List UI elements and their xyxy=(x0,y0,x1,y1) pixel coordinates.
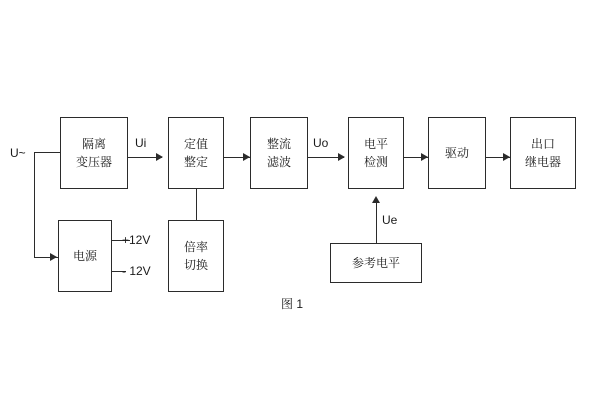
block-reference-level[interactable] xyxy=(330,243,422,283)
block-rectify-filter-line1: 整流 xyxy=(266,137,291,151)
block-output-relay-line2: 继电器 xyxy=(524,155,561,169)
block-level-detect[interactable] xyxy=(348,117,404,189)
block-isolation-transformer[interactable] xyxy=(60,117,128,189)
block-power-supply[interactable] xyxy=(58,220,112,292)
wire-ue xyxy=(376,202,377,243)
wire-input-horizontal xyxy=(34,152,60,153)
label-ue: Ue xyxy=(382,213,398,227)
arrow-to-power-supply-icon xyxy=(50,253,57,261)
label-minus12v: - 12V xyxy=(122,264,151,278)
label-ui: Ui xyxy=(135,136,147,150)
arrow-uo-icon xyxy=(338,153,345,161)
block-setting-adjust[interactable] xyxy=(168,117,224,189)
block-setting-adjust-line2: 整定 xyxy=(183,155,208,169)
block-rectify-filter-line2: 滤波 xyxy=(266,155,291,169)
block-drive-line1: 驱动 xyxy=(444,146,469,160)
block-level-detect-line2: 检测 xyxy=(363,155,388,169)
block-drive[interactable] xyxy=(428,117,486,189)
label-uo: Uo xyxy=(313,136,329,150)
block-reference-level-line1: 参考电平 xyxy=(351,256,400,270)
block-isolation-transformer-line1: 隔离 xyxy=(81,137,106,151)
arrow-drive-to-output-icon xyxy=(503,153,510,161)
block-power-supply-line1: 电源 xyxy=(72,249,97,263)
input-label: U~ xyxy=(10,146,26,160)
wire-ratio-to-setting xyxy=(196,189,197,220)
arrow-setting-to-rectify-icon xyxy=(243,153,250,161)
label-plus12v: +12V xyxy=(122,233,151,247)
block-isolation-transformer-line2: 变压器 xyxy=(75,155,112,169)
arrow-ui-icon xyxy=(156,153,163,161)
block-ratio-switch-line2: 切换 xyxy=(183,258,208,272)
arrow-ue-icon xyxy=(372,196,380,203)
block-output-relay-line1: 出口 xyxy=(530,137,555,151)
wire-input-vertical xyxy=(34,152,35,258)
arrow-level-to-drive-icon xyxy=(421,153,428,161)
figure-caption: 图 1 xyxy=(281,297,304,311)
block-setting-adjust-line1: 定值 xyxy=(183,137,208,151)
block-rectify-filter[interactable] xyxy=(250,117,308,189)
block-output-relay[interactable] xyxy=(510,117,576,189)
block-ratio-switch[interactable] xyxy=(168,220,224,292)
block-ratio-switch-line1: 倍率 xyxy=(183,240,208,254)
block-level-detect-line1: 电平 xyxy=(363,137,388,151)
